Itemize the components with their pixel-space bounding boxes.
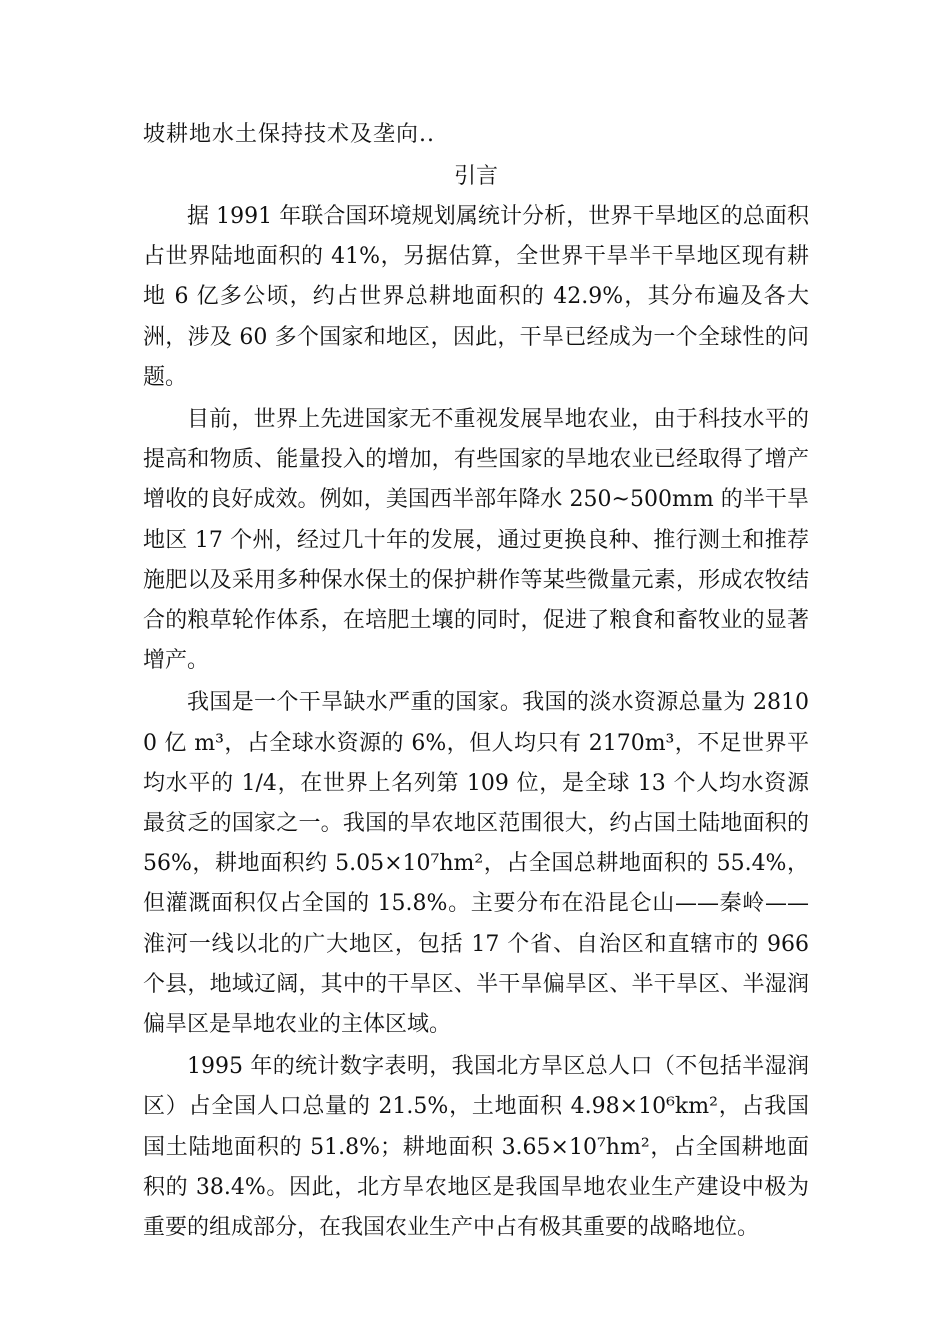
paragraph-4: 1995 年的统计数字表明，我国北方旱区总人口（不包括半湿润区）占全国人口总量的 21.5%，土地面积 4.98×10⁶km²，占我国国土陆地面积的 51.8%；耕地面积 3.65×10⁷hm²，占全国耕地面积的 38.4%。因此，北方旱农地区是我国旱地农业生产建设中极为重要的组成部分，在我国农业生产中占有极其重要的战略地位。	[143, 1054, 809, 1241]
paragraph-3: 我国是一个干旱缺水严重的国家。我国的淡水资源总量为 28100 亿 m³，占全球水资源的 6%，但人均只有 2170m³，不足世界平均水平的 1/4，在世界上名列第 109 位，是全球 13 个人均水资源最贫乏的国家之一。我国的旱农地区范围很大，约占国土陆地面积的 56%，耕地面积约 5.05×10⁷hm²，占全国总耕地面积的 55.4%，但灌溉面积仅占全国的 15.8%。主要分布在沿昆仑山——秦岭——淮河一线以北的广大地区，包括 17 个省、自治区和直辖市的 966 个县，地域辽阔，其中的干旱区、半干旱偏旱区、半干旱区、半湿润偏旱区是旱地农业的主体区域。	[143, 690, 809, 1038]
paragraph-2: 目前，世界上先进国家无不重视发展旱地农业，由于科技水平的提高和物质、能量投入的增加，有些国家的旱地农业已经取得了增产增收的良好成效。例如，美国西半部年降水 250~500mm 的半干旱地区 17 个州，经过几十年的发展，通过更换良种、推行测土和推荐施肥以及采用多种保水保土的保护耕作等某些微量元素，形成农牧结合的粮草轮作体系，在培肥土壤的同时，促进了粮食和畜牧业的显著增产。	[143, 407, 809, 674]
paragraph-1: 据 1991 年联合国环境规划属统计分析，世界干旱地区的总面积占世界陆地面积的 41%，另据估算，全世界干旱半干旱地区现有耕地 6 亿多公顷，约占世界总耕地面积的 42.9%，其分布遍及各大洲，涉及 60 多个国家和地区，因此，干旱已经成为一个全球性的问题。	[143, 204, 809, 390]
document-title: 坡耕地水土保持技术及垄向..	[143, 122, 435, 147]
section-heading: 引言	[453, 164, 498, 189]
document-page	[143, 112, 809, 1248]
